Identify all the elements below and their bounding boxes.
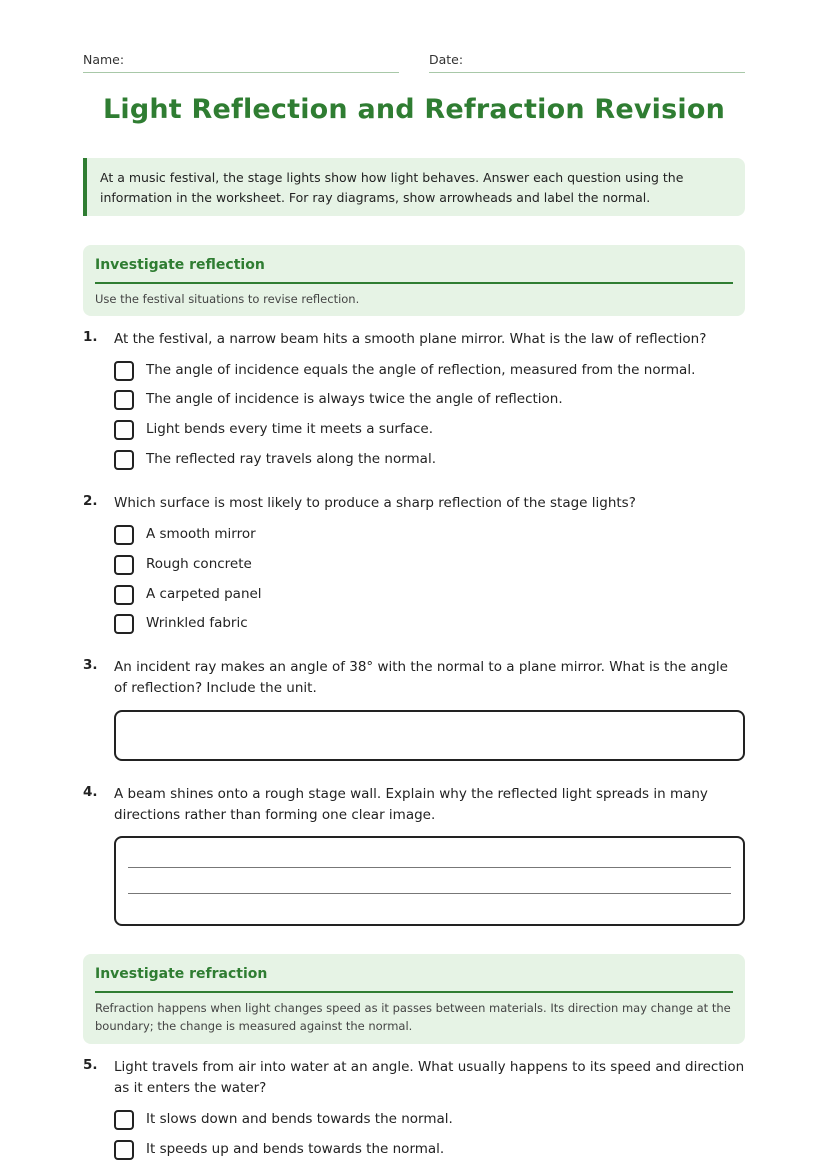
option-label: It speeds up and bends towards the normal. xyxy=(146,1141,445,1157)
option-label: The angle of incidence is always twice the angle of reflection. xyxy=(146,391,563,407)
name-date-row xyxy=(83,52,745,74)
answer-box-short[interactable] xyxy=(114,710,745,761)
question-3 xyxy=(83,657,745,699)
checkbox[interactable] xyxy=(114,1140,134,1160)
name-field[interactable] xyxy=(83,52,399,73)
option-item[interactable] xyxy=(114,1110,734,1134)
checkbox[interactable] xyxy=(114,1110,134,1130)
option-label: A carpeted panel xyxy=(146,586,262,602)
checkbox[interactable] xyxy=(114,390,134,410)
option-item[interactable] xyxy=(114,420,734,444)
date-label: Date: xyxy=(429,52,464,67)
intro-text: At a music festival, the stage lights show how light behaves. Answer each question using the information in the worksheet. For ray diagrams, show arrowheads and label the normal. xyxy=(100,170,684,205)
option-label: Rough concrete xyxy=(146,556,252,572)
option-item[interactable] xyxy=(114,555,734,579)
checkbox[interactable] xyxy=(114,614,134,634)
writing-line xyxy=(128,867,731,868)
checkbox[interactable] xyxy=(114,450,134,470)
question-number: 2. xyxy=(83,493,98,509)
checkbox[interactable] xyxy=(114,555,134,575)
worksheet-title: Light Reflection and Refraction Revision xyxy=(102,94,725,125)
name-label: Name: xyxy=(83,52,125,67)
option-item[interactable] xyxy=(114,525,734,549)
option-label: The angle of incidence equals the angle of reflection, measured from the normal. xyxy=(146,362,696,378)
option-item[interactable] xyxy=(114,450,734,474)
section-refraction-subtitle: Refraction happens when light changes speed as it passes between materials. Its direction may change at the boundary; the change is measured against the normal. xyxy=(95,1001,731,1033)
option-item[interactable] xyxy=(114,361,734,385)
section-reflection xyxy=(83,245,745,316)
option-item[interactable] xyxy=(114,585,734,609)
question-text: Light travels from air into water at an angle. What usually happens to its speed and direction as it enters the water? xyxy=(114,1059,745,1096)
question-text: At the festival, a narrow beam hits a smooth plane mirror. What is the law of reflection? xyxy=(114,331,707,347)
section-refraction-title: Investigate refraction xyxy=(95,954,733,993)
section-reflection-title: Investigate reflection xyxy=(95,245,733,284)
option-label: The reflected ray travels along the normal. xyxy=(146,451,436,467)
checkbox[interactable] xyxy=(114,420,134,440)
option-label: A smooth mirror xyxy=(146,526,256,542)
option-item[interactable] xyxy=(114,390,734,414)
option-label: It slows down and bends towards the normal. xyxy=(146,1111,453,1127)
question-number: 1. xyxy=(83,329,98,345)
question-4 xyxy=(83,784,745,826)
checkbox[interactable] xyxy=(114,585,134,605)
question-1 xyxy=(83,329,745,350)
question-text: Which surface is most likely to produce a sharp reflection of the stage lights? xyxy=(114,495,636,511)
question-number: 3. xyxy=(83,657,98,673)
question-5 xyxy=(83,1057,745,1099)
option-item[interactable] xyxy=(114,1140,734,1164)
option-label: Wrinkled fabric xyxy=(146,615,248,631)
writing-line xyxy=(128,893,731,894)
question-text: A beam shines onto a rough stage wall. Explain why the reflected light spreads in many directions rather than forming one clear image. xyxy=(114,786,708,823)
checkbox[interactable] xyxy=(114,361,134,381)
checkbox[interactable] xyxy=(114,525,134,545)
intro-callout xyxy=(83,158,745,216)
section-refraction xyxy=(83,954,745,1044)
question-2 xyxy=(83,493,745,514)
question-number: 5. xyxy=(83,1057,98,1073)
question-text: An incident ray makes an angle of 38° with the normal to a plane mirror. What is the angle of reflection? Include the unit. xyxy=(114,659,728,696)
question-number: 4. xyxy=(83,784,98,800)
option-item[interactable] xyxy=(114,614,734,638)
date-field[interactable] xyxy=(429,52,745,73)
answer-box-lined[interactable] xyxy=(114,836,745,926)
section-reflection-subtitle: Use the festival situations to revise reflection. xyxy=(95,292,360,306)
option-label: Light bends every time it meets a surface. xyxy=(146,421,433,437)
